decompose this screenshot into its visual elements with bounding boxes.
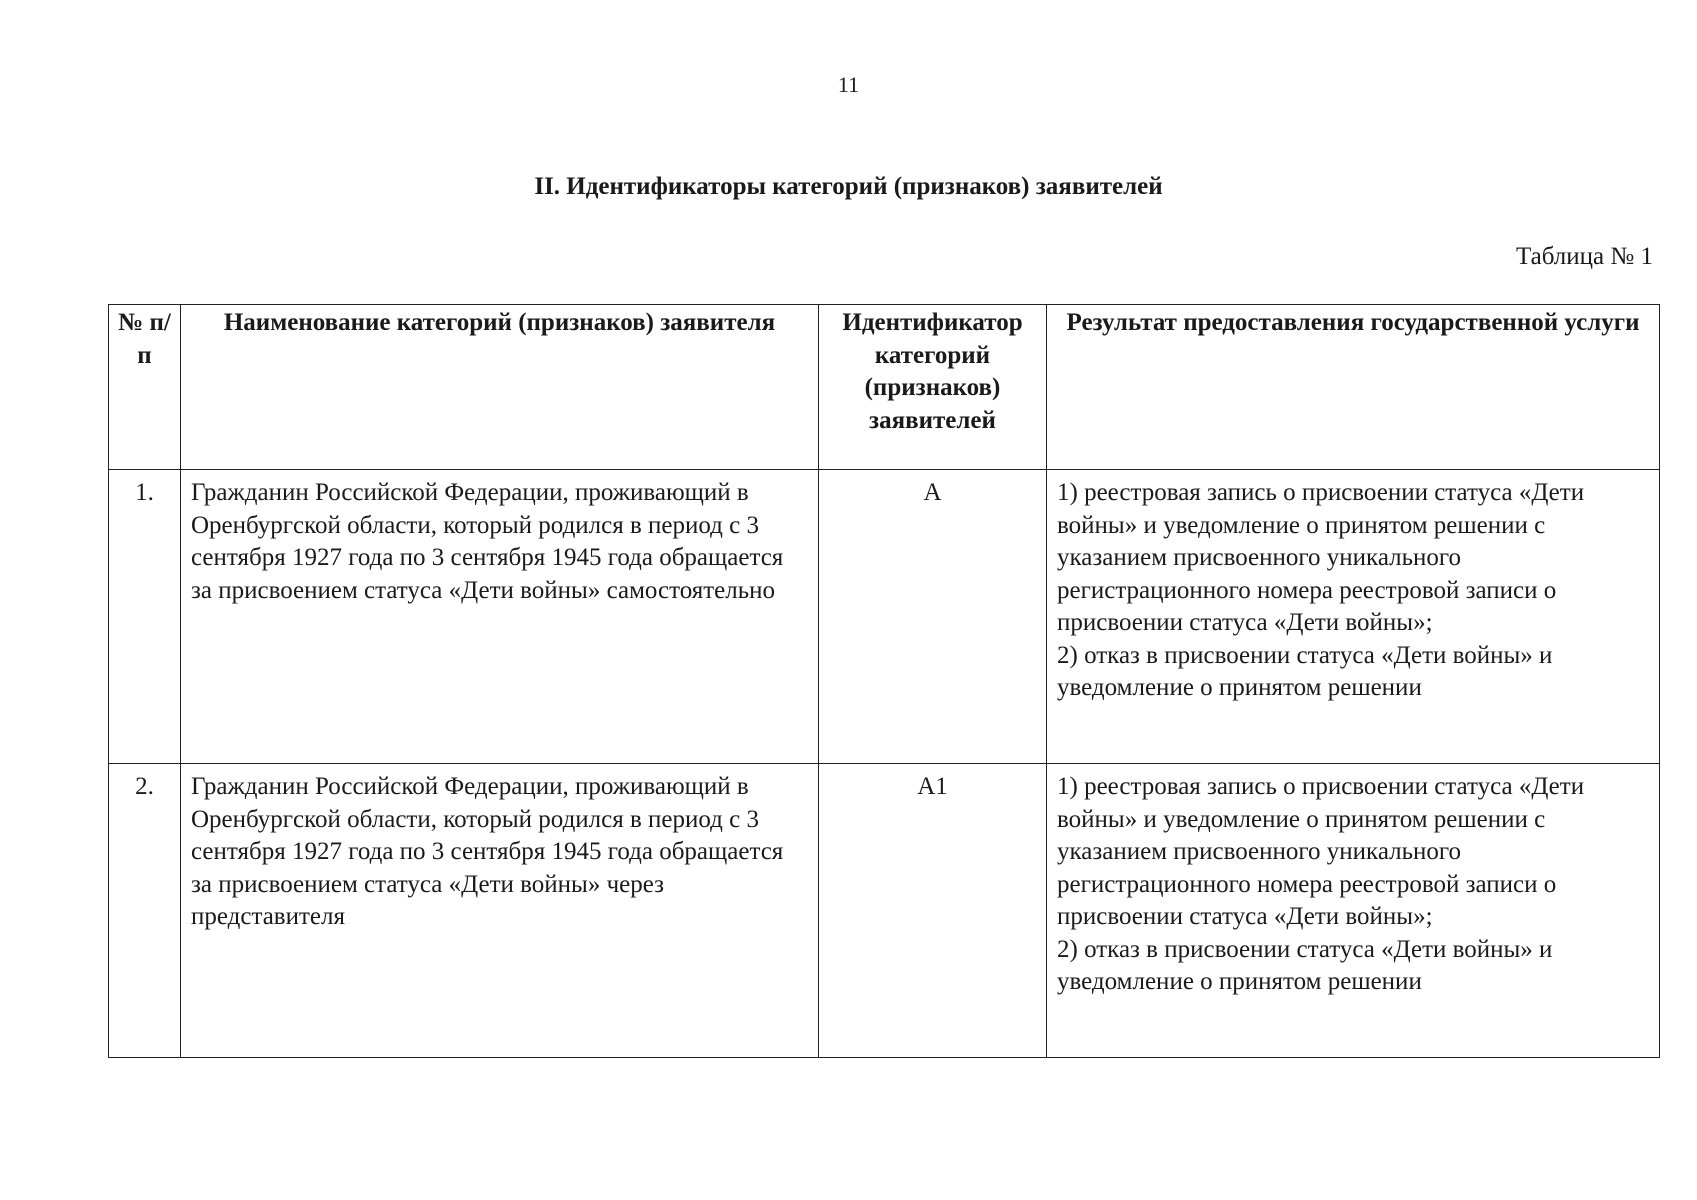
row-result	[1047, 764, 1660, 1058]
applicant-categories-table	[108, 304, 1660, 1058]
page-number: 11	[837, 72, 860, 97]
row-num: 2.	[109, 764, 181, 1058]
result-item-1: 1) реестровая запись о присвоении статуса «Дети войны» и уведомление о принятом решении с указанием присвоенного уникального регистрационного номера реестровой записи о присвоении статуса «Дети войны»;	[1057, 479, 1585, 636]
table-caption: Таблица № 1	[1515, 243, 1653, 270]
header-identifier: Идентификатор категорий (признаков) заявителей	[819, 305, 1047, 470]
section-title: II. Идентификаторы категорий (признаков) заявителей	[534, 173, 1163, 200]
result-item-2: 2) отказ в присвоении статуса «Дети войны» и уведомление о принятом решении	[1057, 935, 1553, 995]
row-result	[1047, 470, 1660, 764]
table-row	[109, 470, 1660, 764]
row-category-name: Гражданин Российской Федерации, проживающий в Оренбургской области, который родился в период с 3 сентября 1927 года по 3 сентября 1945 года обращается за присвоением статуса «Дети войны» через представителя	[181, 764, 819, 1058]
table-header-row	[109, 305, 1660, 470]
row-identifier: А1	[819, 764, 1047, 1058]
header-category-name: Наименование категорий (признаков) заявителя	[181, 305, 819, 470]
row-identifier: А	[819, 470, 1047, 764]
table-row	[109, 764, 1660, 1058]
header-num: № п/п	[109, 305, 181, 470]
result-item-2: 2) отказ в присвоении статуса «Дети войны» и уведомление о принятом решении	[1057, 641, 1553, 701]
result-item-1: 1) реестровая запись о присвоении статуса «Дети войны» и уведомление о принятом решении с указанием присвоенного уникального регистрационного номера реестровой записи о присвоении статуса «Дети войны»;	[1057, 773, 1585, 930]
header-result: Результат предоставления государственной услуги	[1047, 305, 1660, 470]
row-num: 1.	[109, 470, 181, 764]
row-category-name: Гражданин Российской Федерации, проживающий в Оренбургской области, который родился в период с 3 сентября 1927 года по 3 сентября 1945 года обращается за присвоением статуса «Дети войны» самостоятельно	[181, 470, 819, 764]
